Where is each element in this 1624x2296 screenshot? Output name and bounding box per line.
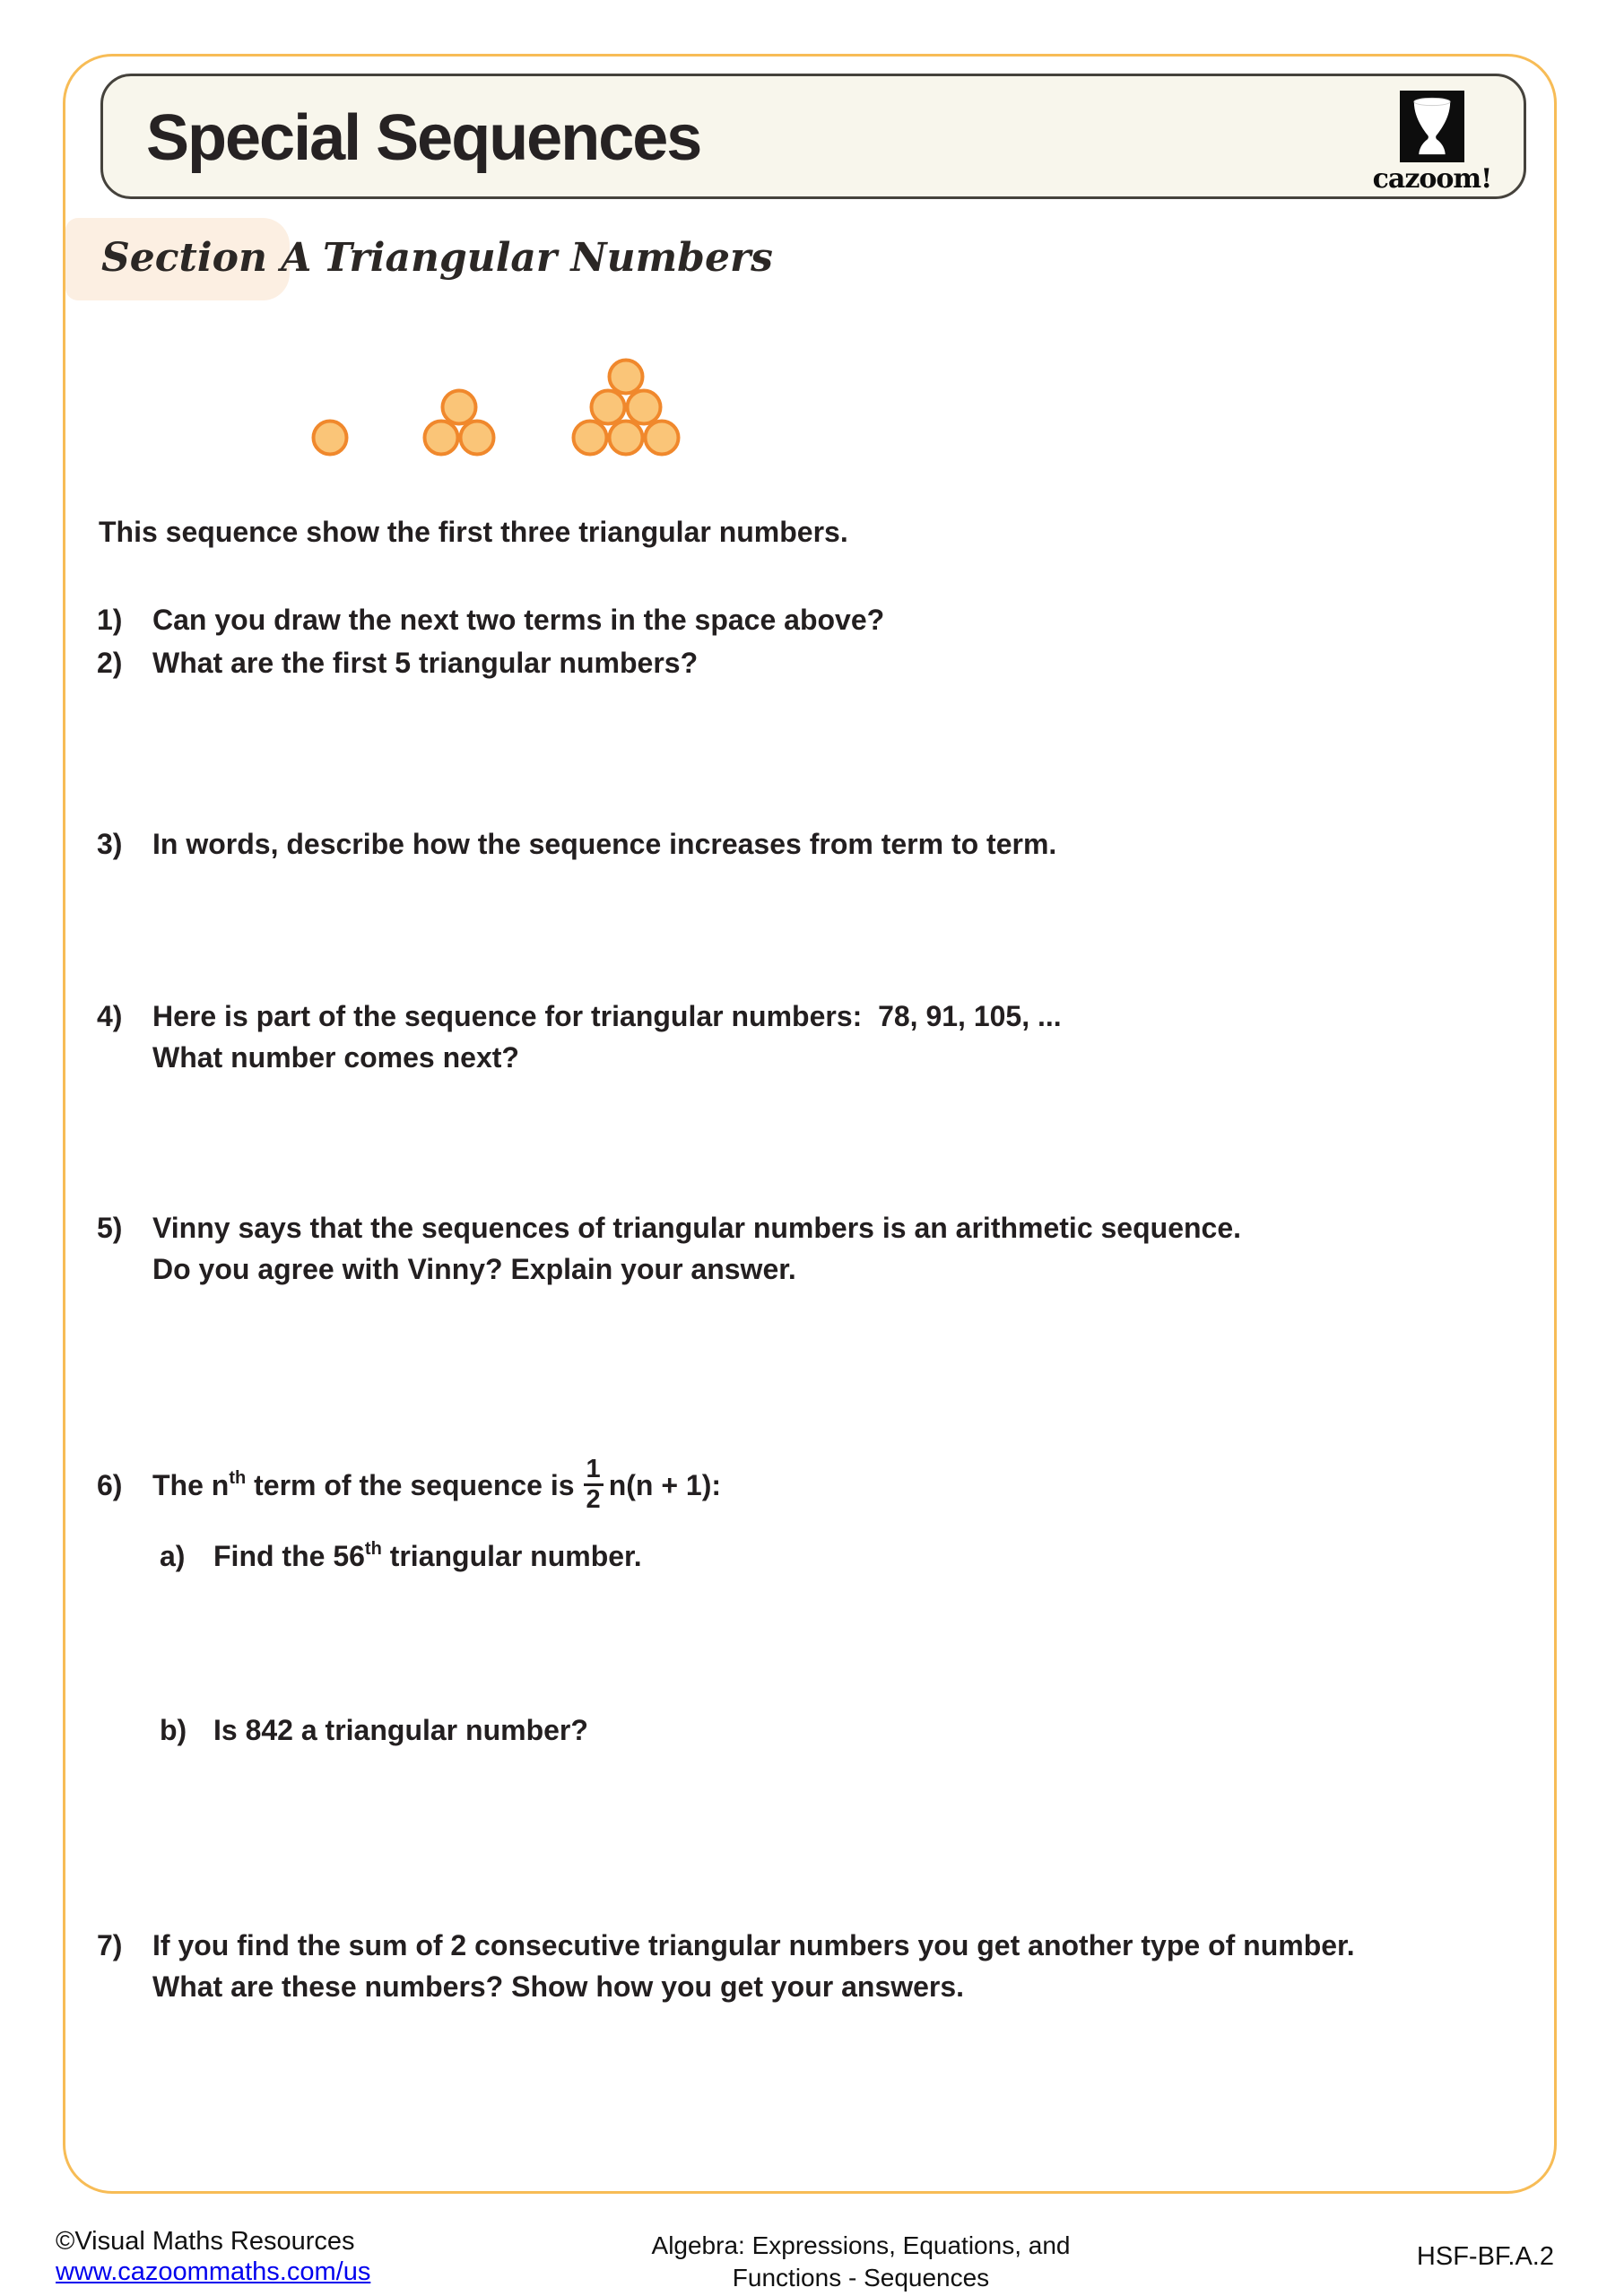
question-text: Find the 56th triangular number. [213,1539,642,1572]
question-number: 1) [97,604,123,636]
question-6b [160,1709,588,1751]
triangular-dot [574,422,607,455]
question-text: Is 842 a triangular number? [213,1714,588,1746]
question-text-line1: Here is part of the sequence for triangular numbers: 78, 91, 105, ... [152,1000,1062,1032]
triangular-numbers-diagram [287,350,717,471]
triangular-dot [628,391,661,424]
title-box [100,74,1526,199]
question-4 [97,996,1062,1078]
superscript-th: th [229,1468,247,1488]
question-text-line2: What number comes next? [152,1041,519,1074]
question-3 [97,823,1056,865]
question-number: b) [160,1714,187,1746]
question-number: a) [160,1540,186,1572]
page-title: Special Sequences [146,102,701,174]
triangular-dot [646,422,679,455]
triangular-dot [443,391,476,424]
question-text-line1: Vinny says that the sequences of triangular numbers is an arithmetic sequence. [152,1212,1242,1244]
question-2 [97,642,698,683]
question-number: 6) [97,1469,123,1501]
cazoommaths-link[interactable]: www.cazoommaths.com/us [56,2257,371,2286]
question-text: The $n^{th}$ term of the sequence is $\frac{1}{2}$ n(n + 1): [152,1455,722,1515]
triangular-dot [610,361,643,394]
question-text: In words, describe how the sequence increases from term to term. [152,828,1057,860]
cazoom-logo [1371,91,1493,195]
standard-code: HSF-BF.A.2 [1416,2242,1554,2271]
one-half-fraction: $\frac{1}{2}$ [584,1456,604,1514]
question-number: 5) [97,1212,123,1244]
question-6 [97,1442,721,1533]
question-text-line1: If you find the sum of 2 consecutive triangular numbers you get another type of number. [152,1929,1355,1961]
question-1 [97,599,884,640]
section-label: Section A [101,235,312,281]
triangular-dot [461,422,494,455]
question-text-line2: What are these numbers? Show how you get your answers. [152,1970,965,2003]
question-text: What are the first 5 triangular numbers? [152,647,699,679]
brand-wordmark: cazoom! [1372,163,1492,195]
question-text: Can you draw the next two terms in the space above? [152,604,885,636]
question-5 [97,1207,1241,1290]
intro-text: This sequence show the first three triangular numbers. [99,516,848,548]
question-number: 3) [97,828,123,860]
triangular-dot [592,391,625,424]
question-7 [97,1925,1355,2007]
topic-line2: Functions - Sequences [732,2264,990,2292]
question-number: 7) [97,1929,123,1961]
topic-line1: Algebra: Expressions, Equations, and [651,2231,1071,2259]
footer-topic-block [646,2230,1076,2294]
copyright-text: ©Visual Maths Resources [56,2227,355,2256]
triangular-dot [425,422,458,455]
footer-copyright-block [56,2226,370,2287]
question-6a [160,1535,642,1581]
question-text-line2: Do you agree with Vinny? Explain your answer. [152,1253,796,1285]
triangular-dot [610,422,643,455]
djembe-drum-icon [1400,91,1464,162]
question-number: 2) [97,647,123,679]
section-heading: Triangular Numbers [323,235,773,281]
superscript-th: th [364,1539,382,1559]
question-number: 4) [97,1000,123,1032]
triangular-dot [314,422,347,455]
